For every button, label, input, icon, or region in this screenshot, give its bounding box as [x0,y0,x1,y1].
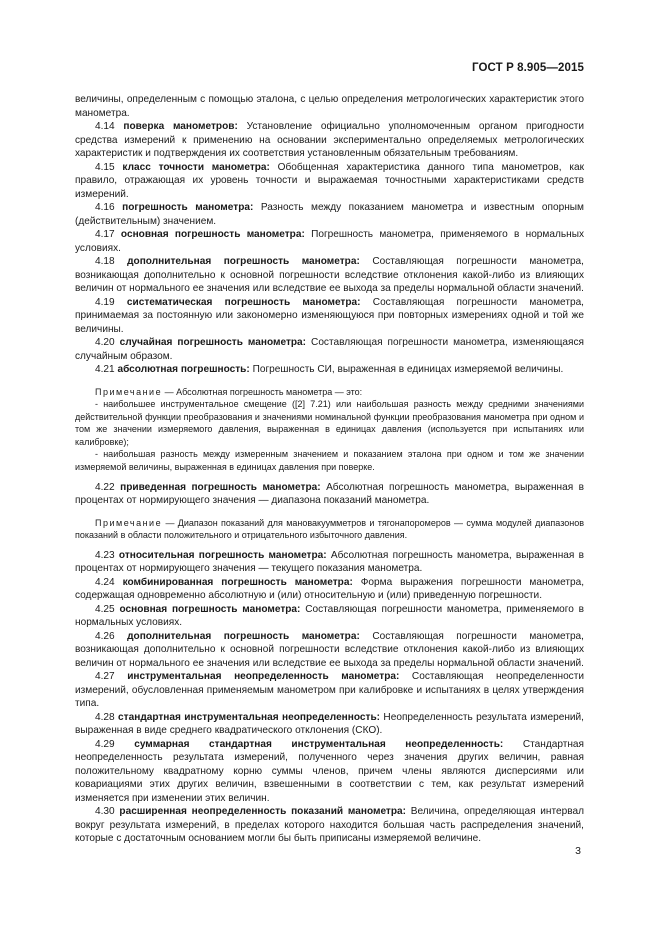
definition-4-18 [75,255,584,296]
definition-text: Установление официально уполномоченным органом пригодности средства измерений к применению на основании экспериментально определяемых метрологических характеристик и подтверждения их соответствия установленным обязательным требованиям. [75,121,584,159]
definition-number: 4.20 [95,337,115,348]
definition-4-15 [75,161,584,202]
note-range [75,517,584,542]
note-heading [75,386,584,399]
definition-text: Погрешность СИ, выраженная в единицах измеряемой величины. [252,364,564,375]
definition-text: Составляющая погрешности манометра, применяемого в нормальных условиях. [75,603,584,629]
definition-term: класс точности манометра: [122,161,270,173]
definition-term: случайная погрешность манометра: [119,337,307,348]
page-number: 3 [575,845,581,857]
continuation-paragraph: величины, определенным с помощью эталона, с целью определения метрологических характеристик этого манометра. [75,94,584,119]
definition-term: поверка манометров: [123,121,238,132]
definition-4-25 [75,603,584,630]
definition-term: абсолютная погрешность: [117,364,250,375]
note-item: - наибольшая разность между измеренным значением и показанием эталона при одном и том же значении измеряемой величины, выраженная в единицах давления при поверке. [75,449,584,473]
definition-number: 4.15 [95,161,115,173]
definition-term: погрешность манометра: [122,202,254,213]
definition-4-23 [75,549,584,576]
definition-number: 4.26 [95,630,115,642]
definition-text: Погрешность манометра, применяемого в нормальных условиях. [75,229,584,254]
definition-4-30 [75,805,584,846]
definition-4-28 [75,711,584,738]
definition-text: Разность между показанием манометра и известным опорным (действительным) значением. [75,202,584,227]
definition-term: расширенная неопределенность показаний манометра: [119,806,407,818]
definition-term: дополнительная погрешность манометра: [127,630,360,642]
definition-number: 4.23 [95,549,115,561]
definition-term: основная погрешность манометра: [120,229,305,240]
definition-4-16 [75,201,584,228]
definition-text: Составляющая погрешности манометра, изменяющаяся случайным образом. [75,337,584,362]
definition-number: 4.14 [95,121,115,132]
definition-4-21 [75,363,584,377]
definition-term: относительная погрешность манометра: [118,549,327,561]
definition-term: систематическая погрешность манометра: [126,296,361,308]
note-body [75,517,584,542]
definition-number: 4.28 [95,711,115,723]
definition-number: 4.16 [95,202,115,213]
note-label: Примечание [95,517,163,528]
definition-number: 4.19 [95,296,115,308]
note-text: — Диапазон показаний для мановакуумметров и тягонапоромеров — сумма модулей диапазонов показаний в области положительного и отрицательного избыточного давления. [75,517,584,541]
definition-number: 4.29 [95,738,115,750]
note-label: Примечание [95,386,163,397]
definition-term: приведенная погрешность манометра: [120,481,321,493]
definition-term: суммарная стандартная инструментальная неопределенность: [134,738,504,750]
definition-number: 4.24 [95,576,115,588]
page-content [75,93,584,846]
note-intro: — Абсолютная погрешность манометра — это: [164,386,363,397]
definition-4-29 [75,738,584,806]
definition-number: 4.21 [95,364,115,375]
definition-number: 4.25 [95,603,115,615]
note-absolute-error [75,386,584,474]
definition-4-14 [75,120,584,161]
definition-number: 4.18 [95,256,115,267]
standard-number: ГОСТ Р 8.905—2015 [472,62,584,74]
definition-text: Составляющая погрешности манометра, возникающая дополнительно к основной погрешности вследствие отклонения какой-либо из влияющих величин от нормального ее значения или вследствие ее выхода за пределы нормальной области значений. [75,256,584,294]
definition-term: инструментальная неопределенность манометра: [127,671,400,683]
definition-term: стандартная инструментальная неопределенность: [118,711,381,723]
definition-text: Величина, определяющая интервал вокруг результата измерений, в пределах которого находится большая часть распределения значений, которые с достаточным основанием могли бы быть приписаны измеряемой величине. [75,806,584,845]
definition-term: основная погрешность манометра: [119,603,301,615]
definition-text: Форма выражения погрешности манометра, содержащая одновременно абсолютную и (или) относительную и (или) приведенную погрешности. [75,576,585,602]
definition-text: Составляющая неопределенности измерений, обусловленная применяемым манометром при калибровке и испытаниях в целях утверждения типа. [75,671,584,710]
definition-4-19 [75,296,584,337]
definition-4-17 [75,228,584,255]
definition-number: 4.27 [95,671,115,683]
definition-text: Составляющая погрешности манометра, принимаемая за постоянную или закономерно изменяющуюся при повторных измерениях одной и той же величины. [75,296,584,335]
definition-4-22 [75,481,584,508]
definition-text: Абсолютная погрешность манометра, выраженная в процентах от нормирующего значения — диапазона показаний манометра. [75,481,584,507]
definition-number: 4.17 [95,229,115,240]
definition-4-20 [75,336,584,363]
definition-text: Стандартная неопределенность результата измерений, полученного через значения других величин, равная положительному квадратному корню суммы членов, причем члены являются дисперсиями или ковариациями этих других величин, взвешенными в соответствии с тем, как результат измерений изменяется при изменении этих величин. [75,738,585,804]
definition-text: Обобщенная характеристика данного типа манометров, как правило, отражающая их уровень точности и выражаемая точностными характеристиками средств измерений. [75,161,584,200]
definition-term: дополнительная погрешность манометра: [127,256,360,267]
definition-4-27 [75,670,584,711]
definition-4-26 [75,630,584,671]
definition-number: 4.30 [95,806,115,818]
definition-number: 4.22 [95,481,115,493]
definition-term: комбинированная погрешность манометра: [122,576,353,588]
definition-text: Абсолютная погрешность манометра, выраженная в процентах от нормирующего значения — текущего показания манометра. [75,549,584,575]
definition-text: Неопределенность результата измерений, выраженная в виде среднего квадратического отклонения (СКО). [75,711,584,737]
definition-text: Составляющая погрешности манометра, возникающая дополнительно к основной погрешности вследствие отклонения какой-либо из влияющих величин от нормального ее значения или вследствие ее выхода за пределы нормальной области значений. [75,630,584,669]
definition-4-24 [75,576,584,603]
note-item: - наибольшее инструментальное смещение ([2] 7.21) или наибольшая разность между средними значениями действительной функции преобразования и значениями номинальной функции преобразования манометра при одном и том же значении измеряемого давления, выраженная в единицах давления (используется при испытаниях или калибровке); [75,399,584,447]
